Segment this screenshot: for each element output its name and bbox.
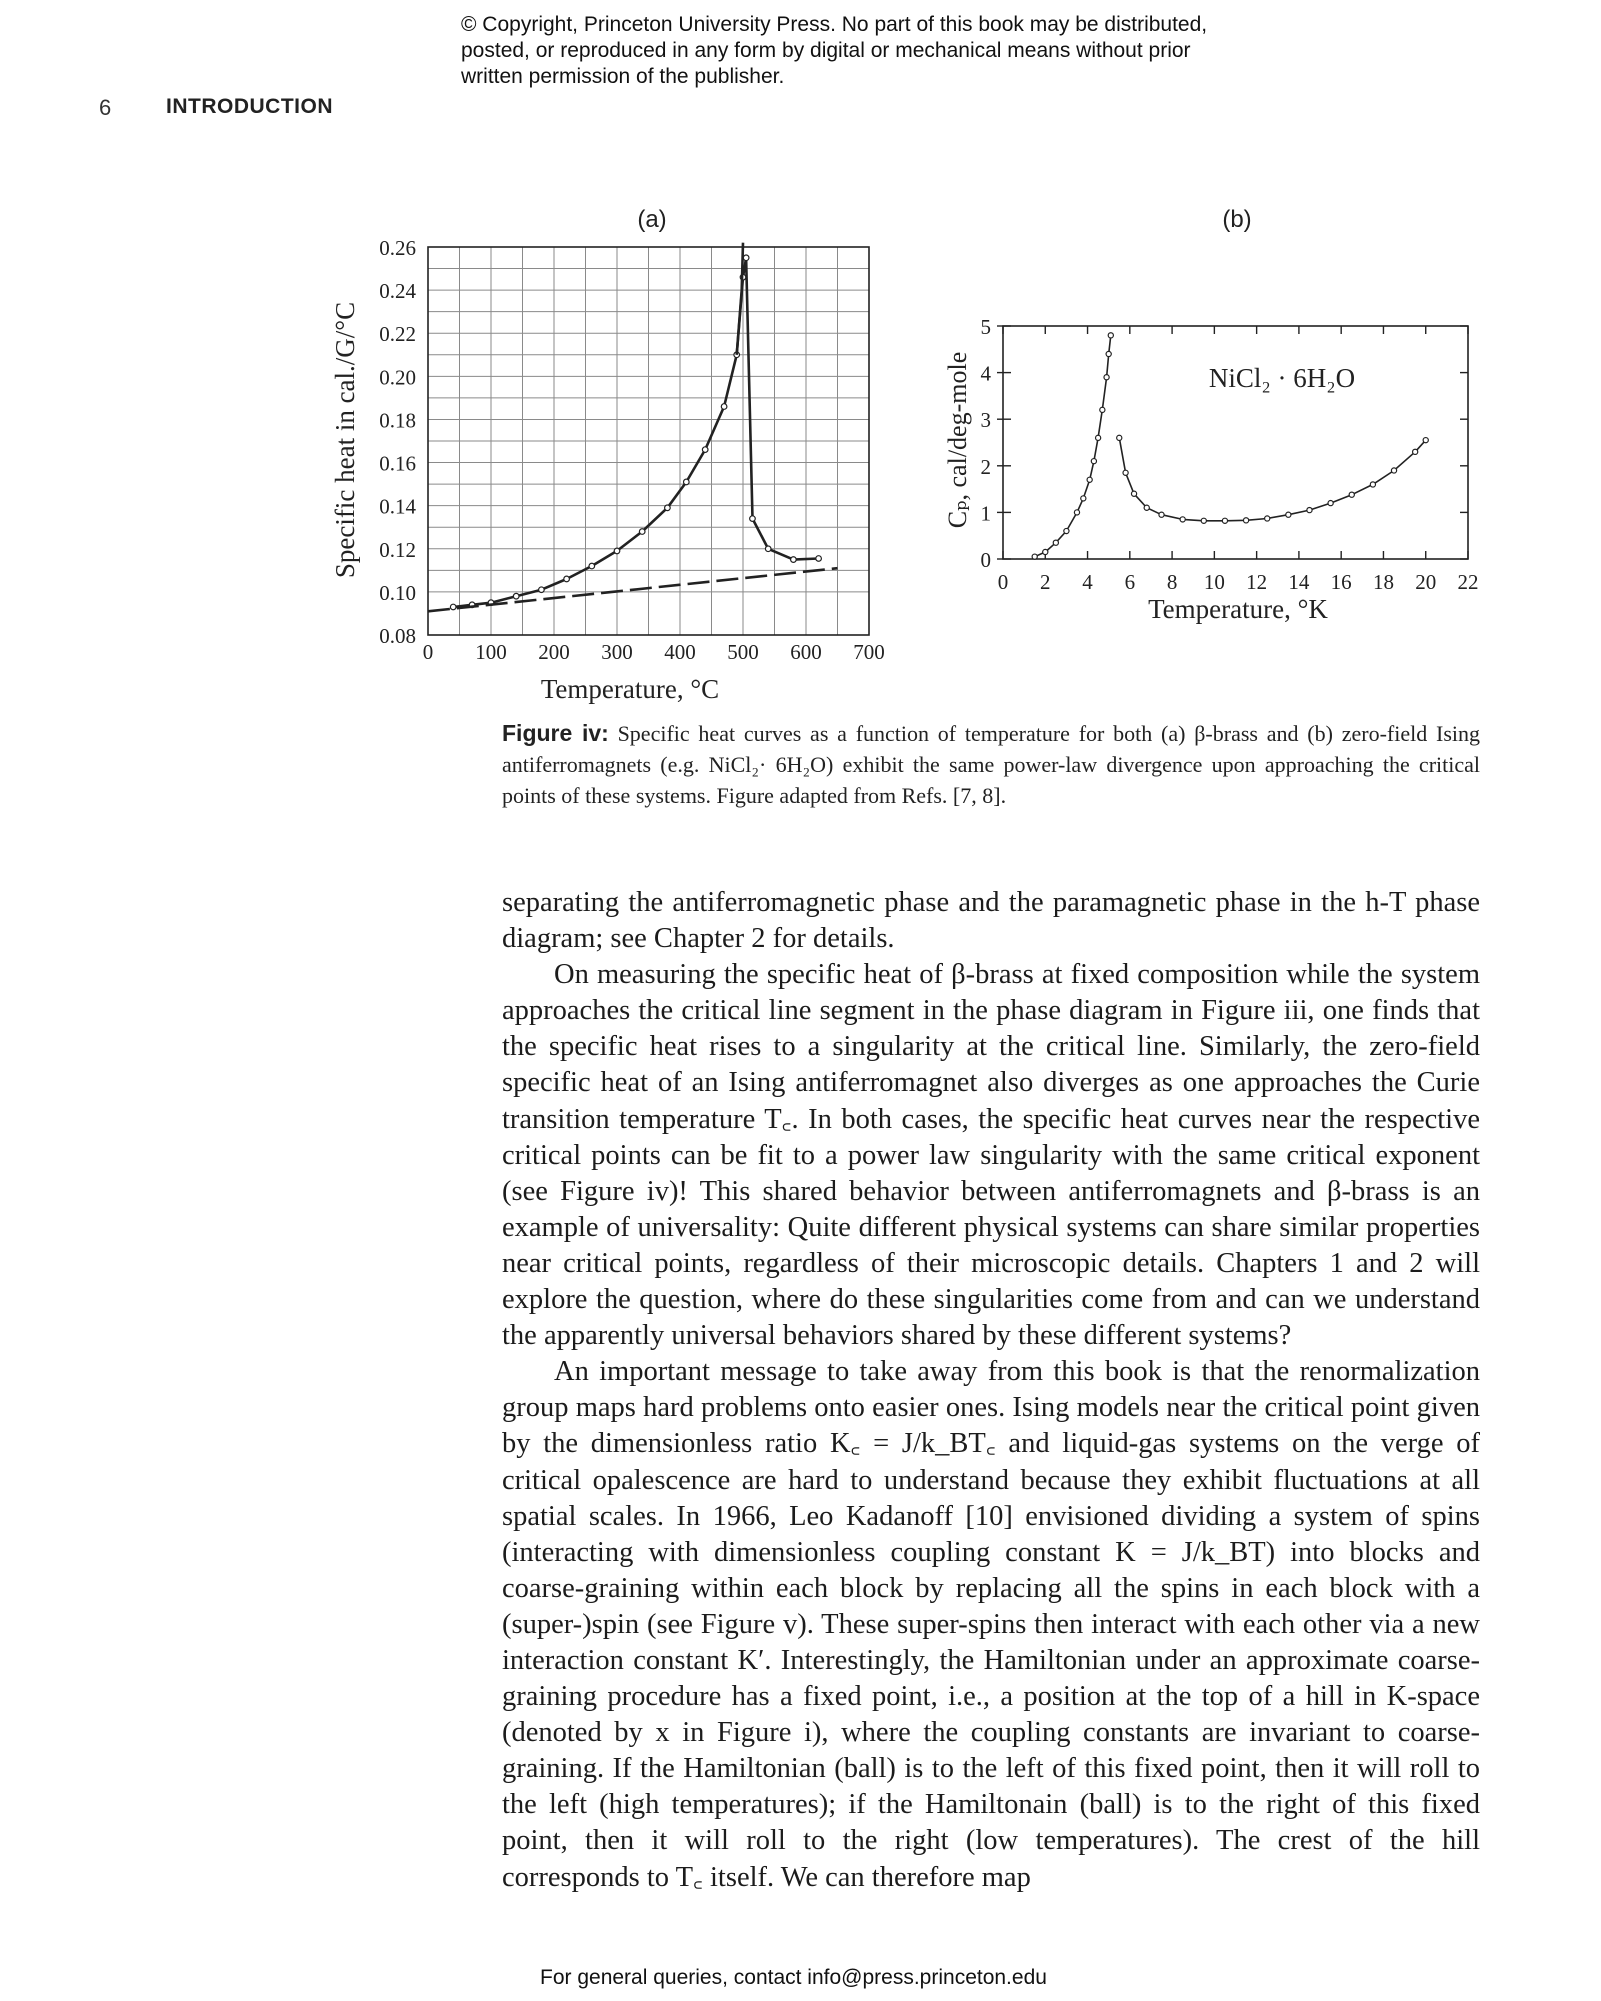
- x-tick-label: 20: [1415, 570, 1437, 594]
- data-point: [1074, 510, 1079, 515]
- x-tick-label: 4: [1082, 570, 1093, 594]
- data-point: [1222, 518, 1227, 523]
- data-point: [1413, 449, 1418, 454]
- data-point: [1131, 491, 1136, 496]
- y-tick-label: 0.26: [379, 236, 416, 260]
- data-point: [1096, 435, 1101, 440]
- y-tick-label: 0.14: [379, 494, 416, 519]
- data-point: [702, 447, 708, 453]
- data-point: [1100, 407, 1105, 412]
- panel-a-grid: [428, 247, 869, 635]
- caption-label: Figure iv:: [502, 720, 609, 746]
- data-point: [743, 255, 749, 261]
- x-tick-label: 300: [601, 640, 633, 664]
- panel-a-label: (a): [637, 206, 667, 233]
- data-point: [1117, 435, 1122, 440]
- x-tick-label: 0: [422, 640, 434, 664]
- x-tick-label: 0: [997, 570, 1009, 594]
- panel-a-y-axis-label: Specific heat in cal./G/°C: [330, 301, 360, 579]
- data-point: [1286, 512, 1291, 517]
- y-tick-label: 3: [980, 408, 991, 433]
- copyright-notice: © Copyright, Princeton University Press. No part of this book may be distributed, posted, or reproduced in any form by digital or mechanical means without prior written permission of the publisher.: [461, 13, 1208, 88]
- y-tick-label: 5: [980, 315, 991, 339]
- y-tick-label: 0.22: [379, 322, 416, 347]
- data-point: [1091, 459, 1096, 464]
- y-tick-label: 0.10: [379, 580, 416, 605]
- data-point: [1243, 518, 1248, 523]
- data-point: [1265, 516, 1270, 521]
- panel-a-y-ticks: [379, 236, 416, 648]
- data-point: [513, 593, 519, 599]
- y-tick-label: 4: [980, 361, 991, 386]
- data-point: [1201, 518, 1206, 523]
- data-point: [450, 604, 456, 610]
- data-point: [1123, 470, 1128, 475]
- series-line-below-Tc: [1035, 335, 1111, 556]
- data-point: [684, 479, 690, 485]
- data-point: [1180, 517, 1185, 522]
- x-tick-label: 16: [1330, 570, 1352, 594]
- data-point: [1349, 492, 1354, 497]
- panel-b-y-axis-label: Cₚ, cal/deg-mole: [943, 351, 972, 529]
- x-tick-label: 22: [1457, 570, 1479, 594]
- caption-text: Specific heat curves as a function of temperature for both (a) β-brass and (b) zero-field Ising antiferromagnets (e.g. NiCl₂· 6H₂O) exhibit the same power-law divergence upon approaching the critical points of these systems. Figure adapted from Refs. [7, 8].: [502, 721, 1481, 808]
- data-point: [639, 529, 645, 535]
- panel-a-x-ticks: [423, 640, 885, 664]
- x-tick-label: 2: [1040, 570, 1051, 594]
- data-point: [1370, 482, 1375, 487]
- data-point: [1159, 512, 1164, 517]
- page-number: 6: [99, 95, 112, 120]
- y-tick-label: 0.24: [379, 279, 416, 304]
- paragraph-3: An important message to take away from this book is that the renormalization group maps hard problems onto easier ones. Ising models near the critical point given by the dimensionless ratio K꜀ = J/k_BT꜀ and liquid-gas systems on the verge of critical opalescence are hard to understand because they exhibit fluctuations at all spatial scales. In 1966, Leo Kadanoff [10] envisioned dividing a system of spins (interacting with dimensionless coupling constant K = J/k_BT) into blocks and coarse-graining within each block by replacing all the spins in each block with a (super-)spin (see Figure v). These super-spins then interact with each other via a new interaction constant K′. Interestingly, the Hamiltonian under an approximate coarse-graining procedure has a fixed point, i.e., a position at the top of a hill in K-space (denoted by x in Figure i), where the coupling constants are invariant to coarse-graining. If the Hamiltonian (ball) is to the left of this fixed point, then it will roll to the left (high temperatures); if the Hamiltonain (ball) is to the right of this fixed point, then it will roll to the right (low temperatures). The crest of the hill corresponds to T꜀ itself. We can therefore map: [502, 1356, 1480, 1893]
- panel-b-compound-annotation: NiCl₂ · 6H₂O: [1208, 363, 1356, 393]
- data-point: [750, 516, 756, 522]
- data-point: [1032, 554, 1037, 559]
- panel-a-chart: [330, 206, 885, 704]
- data-point: [1391, 468, 1396, 473]
- data-point: [1423, 438, 1428, 443]
- data-point: [1081, 496, 1086, 501]
- body-text: [502, 885, 1480, 1896]
- panel-b-y-ticks: [981, 315, 1469, 572]
- figure-iv: [0, 190, 1601, 710]
- data-point: [1328, 500, 1333, 505]
- data-point: [665, 505, 671, 511]
- x-tick-label: 700: [853, 640, 885, 664]
- panel-a-x-axis-label: Temperature, °C: [540, 674, 720, 704]
- panel-a-series: [428, 243, 838, 612]
- y-tick-label: 0.18: [379, 408, 416, 433]
- paragraph-2: On measuring the specific heat of β-brass at fixed composition while the system approaches the critical line segment in the phase diagram in Figure iii, one finds that the specific heat rises to a singularity at the critical line. Similarly, the zero-field specific heat of an Ising antiferromagnet also diverges as one approaches the Curie transition temperature T꜀. In both cases, the specific heat curves near the respective critical points can be fit to a power law singularity with the same critical exponent (see Figure iv)! This shared behavior between antiferromagnets and β-brass is an example of universality: Quite different physical systems can share similar properties near critical points, regardless of their microscopic details. Chapters 1 and 2 will explore the question, where do these singularities come from and can we understand the apparently universal behaviors shared by these different systems?: [502, 959, 1480, 1352]
- x-tick-label: 500: [727, 640, 759, 664]
- y-tick-label: 0.08: [379, 624, 416, 648]
- data-point: [1053, 540, 1058, 545]
- running-head: INTRODUCTION: [166, 95, 333, 118]
- paragraph-1: separating the antiferromagnetic phase and the paramagnetic phase in the h-T phase diagram; see Chapter 2 for details.: [502, 887, 1480, 955]
- data-point: [614, 548, 620, 554]
- data-point: [564, 576, 570, 582]
- figure-caption: [502, 718, 1480, 811]
- data-point: [1043, 549, 1048, 554]
- data-point: [1064, 528, 1069, 533]
- x-tick-label: 6: [1124, 570, 1136, 594]
- series-line-measured: [453, 258, 818, 607]
- x-tick-label: 14: [1288, 570, 1310, 594]
- panel-b-chart: [943, 206, 1479, 624]
- data-point: [1108, 333, 1113, 338]
- y-tick-label: 0.12: [379, 537, 416, 562]
- y-tick-label: 2: [980, 454, 991, 479]
- x-tick-label: 100: [475, 640, 507, 664]
- series-line-upper-branch-to-peak: [737, 243, 743, 355]
- footer-contact: For general queries, contact info@press.princeton.edu: [540, 1966, 1047, 1989]
- data-point: [816, 556, 822, 562]
- data-point: [721, 404, 727, 410]
- panel-b-frame: [1003, 326, 1468, 559]
- data-point: [1106, 351, 1111, 356]
- y-tick-label: 1: [980, 501, 991, 526]
- x-tick-label: 8: [1166, 570, 1178, 594]
- series-line-background: [428, 568, 838, 611]
- x-tick-label: 18: [1372, 570, 1394, 594]
- y-tick-label: 0: [980, 548, 991, 572]
- panel-b-x-axis-label: Temperature, °K: [1148, 594, 1328, 624]
- x-tick-label: 200: [538, 640, 570, 664]
- data-point: [791, 557, 797, 563]
- series-line-above-Tc: [1119, 438, 1425, 521]
- data-point: [1144, 505, 1149, 510]
- data-point: [765, 546, 771, 552]
- data-point: [539, 587, 545, 593]
- data-point: [1307, 507, 1312, 512]
- data-point: [589, 563, 595, 569]
- y-tick-label: 0.20: [379, 365, 416, 390]
- x-tick-label: 10: [1203, 570, 1225, 594]
- data-point: [1087, 477, 1092, 482]
- x-tick-label: 600: [790, 640, 822, 664]
- panel-b-label: (b): [1222, 206, 1252, 233]
- x-tick-label: 400: [664, 640, 696, 664]
- y-tick-label: 0.16: [379, 451, 416, 476]
- data-point: [1104, 375, 1109, 380]
- x-tick-label: 12: [1246, 570, 1268, 594]
